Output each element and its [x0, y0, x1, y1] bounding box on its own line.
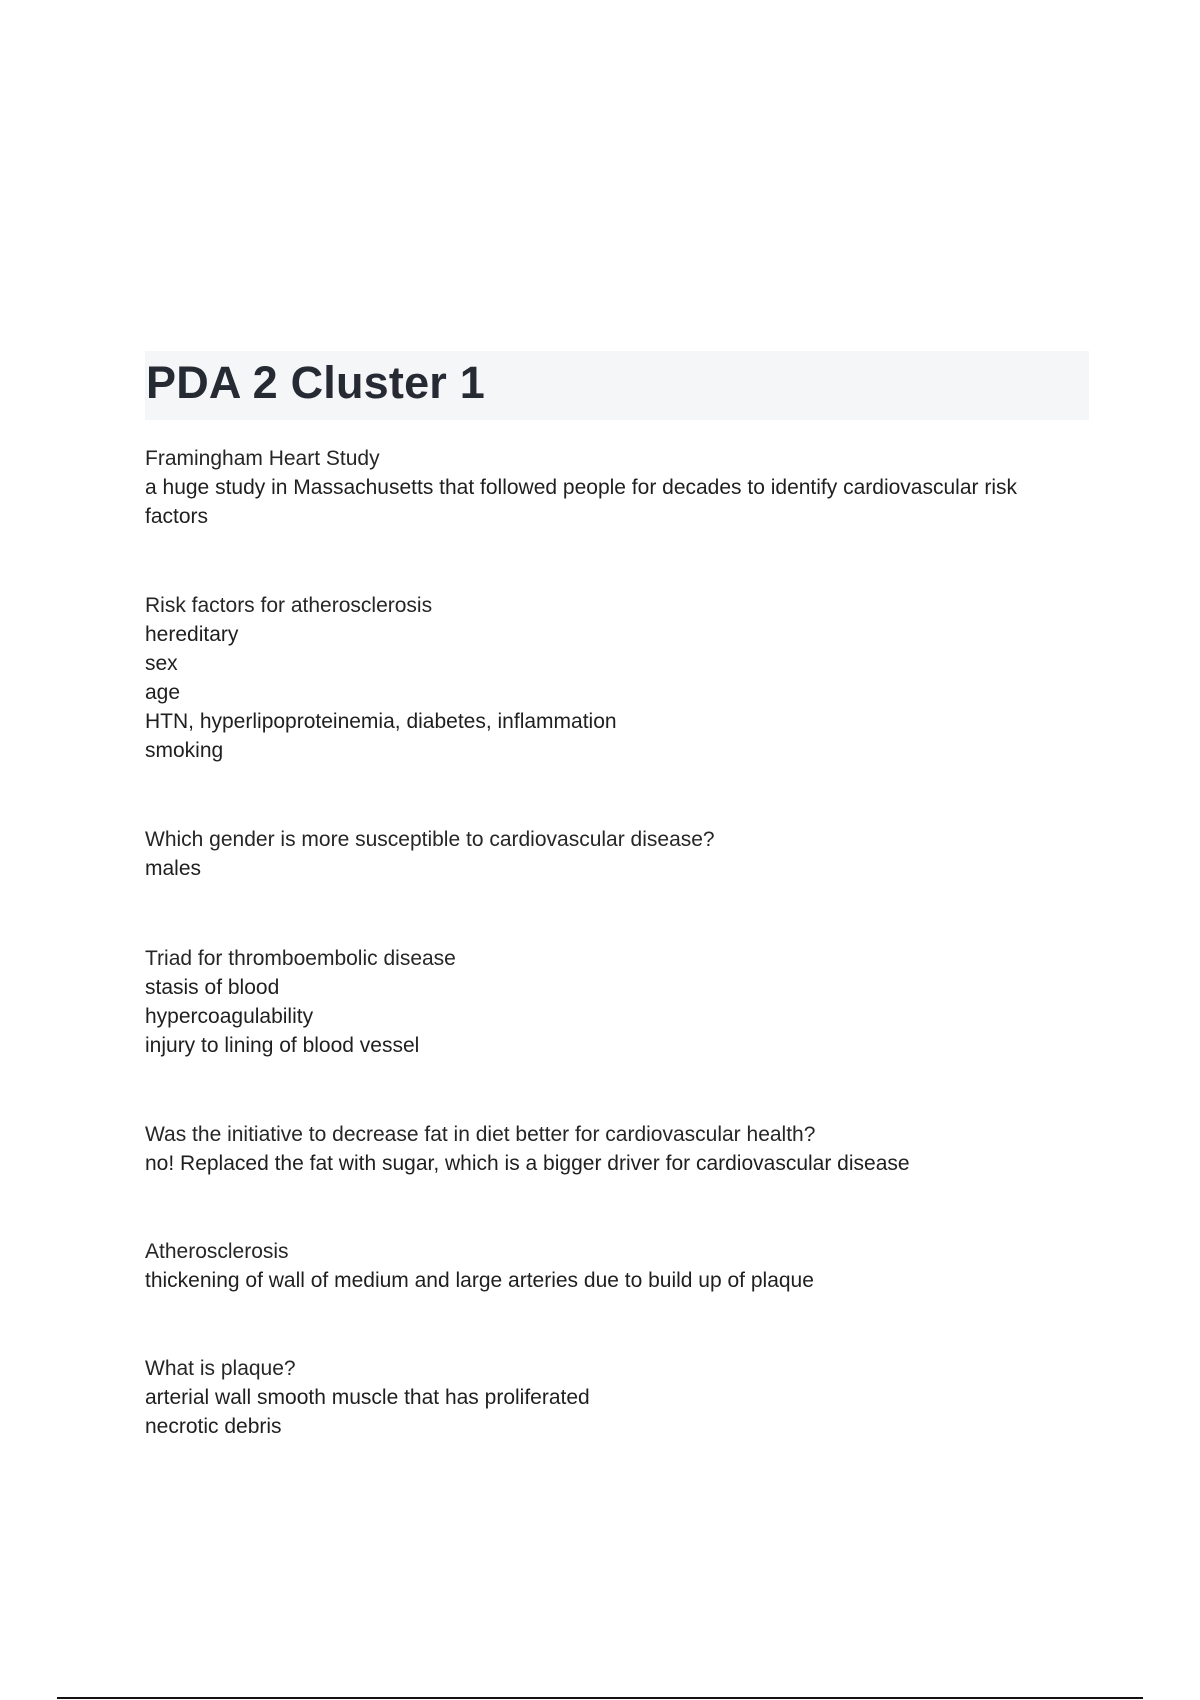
card-definition — [145, 973, 1085, 1060]
card-definition — [145, 854, 1085, 883]
card-definition — [145, 1266, 1085, 1295]
definition-line: arterial wall smooth muscle that has proliferated — [145, 1386, 590, 1409]
flashcard-what-is-plaque — [145, 1354, 1085, 1441]
flashcard-low-fat-initiative — [145, 1120, 1085, 1178]
card-term: Risk factors for atherosclerosis — [145, 594, 433, 617]
definition-line: injury to lining of blood vessel — [145, 1034, 420, 1057]
title-bar — [145, 351, 1089, 420]
definition-line: stasis of blood — [145, 976, 280, 999]
definition-line: a huge study in Massachusetts that followed people for decades to identify cardiovascular risk — [145, 476, 1017, 499]
card-term: Framingham Heart Study — [145, 447, 380, 470]
card-definition — [145, 620, 1085, 765]
definition-line: smoking — [145, 739, 224, 762]
definition-line: age — [145, 681, 181, 704]
page-title: PDA 2 Cluster 1 — [146, 357, 485, 408]
definition-line: factors — [145, 505, 209, 528]
card-definition — [145, 1383, 1085, 1441]
card-term: Triad for thromboembolic disease — [145, 947, 456, 970]
flashcard-framingham-heart-study — [145, 444, 1085, 531]
card-term: What is plaque? — [145, 1357, 296, 1380]
footer-divider — [57, 1697, 1143, 1699]
definition-line: hereditary — [145, 623, 239, 646]
definition-line: males — [145, 857, 202, 880]
definition-line: no! Replaced the fat with sugar, which is a bigger driver for cardiovascular disease — [145, 1152, 910, 1175]
card-definition — [145, 473, 1085, 531]
flashcard-risk-factors-atherosclerosis — [145, 591, 1085, 765]
definition-line: sex — [145, 652, 178, 675]
card-term: Which gender is more susceptible to cardiovascular disease? — [145, 828, 715, 851]
flashcard-gender-susceptibility — [145, 825, 1085, 883]
card-definition — [145, 1149, 1085, 1178]
card-term: Atherosclerosis — [145, 1240, 289, 1263]
definition-line: thickening of wall of medium and large arteries due to build up of plaque — [145, 1269, 814, 1292]
definition-line: necrotic debris — [145, 1415, 282, 1438]
card-term: Was the initiative to decrease fat in diet better for cardiovascular health? — [145, 1123, 816, 1146]
flashcard-atherosclerosis — [145, 1237, 1085, 1295]
definition-line: hypercoagulability — [145, 1005, 314, 1028]
definition-line: HTN, hyperlipoproteinemia, diabetes, inflammation — [145, 710, 617, 733]
flashcard-thromboembolic-triad — [145, 944, 1085, 1060]
